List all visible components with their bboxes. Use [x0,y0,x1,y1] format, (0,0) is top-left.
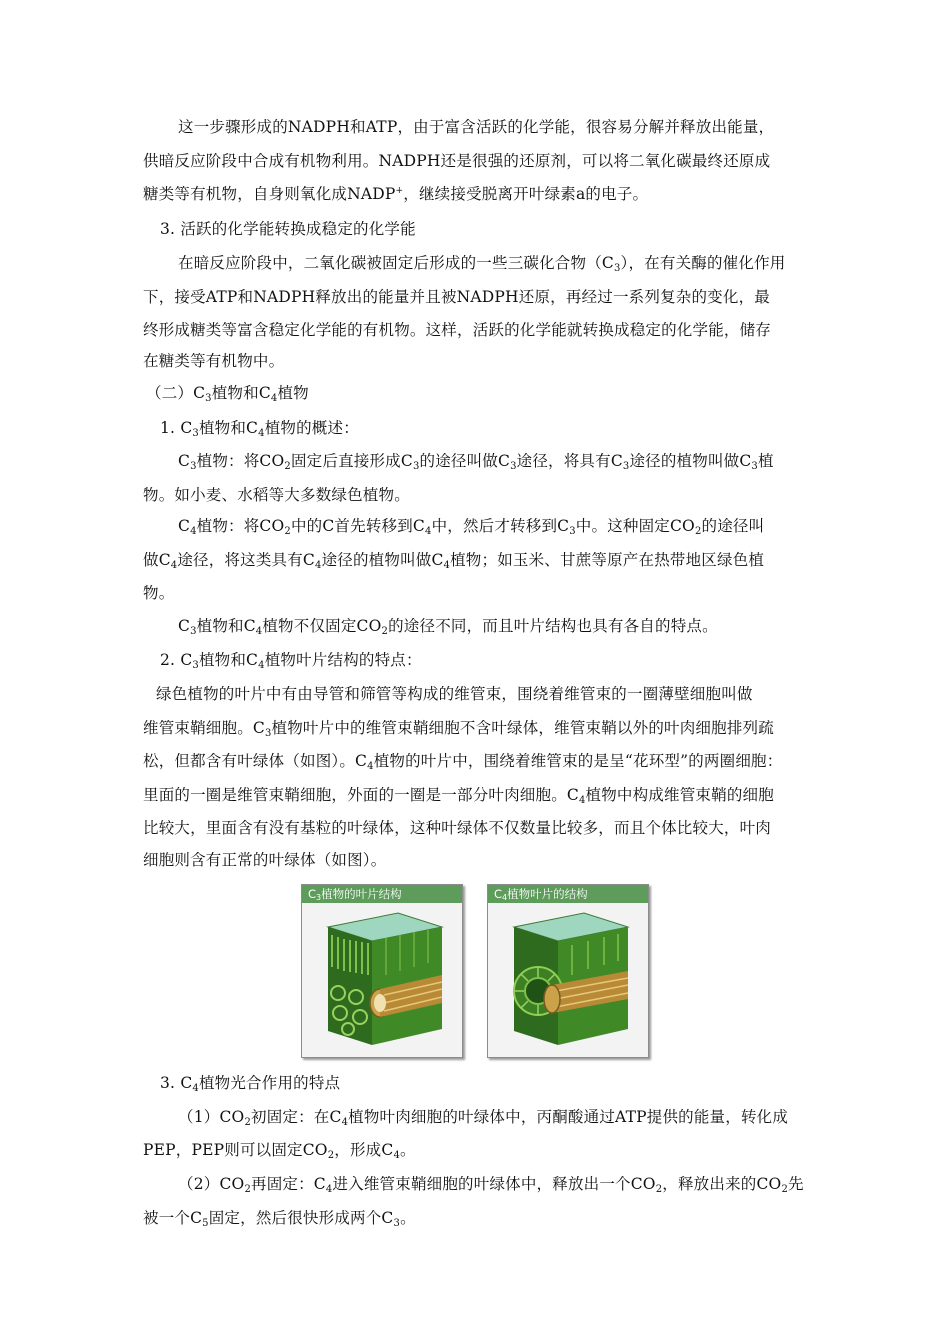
subscript: 3 [192,660,199,671]
subscript: 2 [781,1184,789,1195]
subscript: 4 [192,1083,199,1094]
figure-caption [302,885,462,903]
text: 植物光合作用的特点 [198,1074,341,1092]
paragraph-line [143,718,774,738]
subscript: 2 [284,526,291,537]
paragraph-line [143,151,770,171]
c3-leaf-illustration [306,905,458,1053]
text: 植物的叶片结构 [321,887,402,901]
text: 再固定：C [251,1175,326,1193]
subsection-heading [160,1073,340,1093]
section-heading [160,219,416,239]
text: 植物；如玉米、甘蔗等原产在热带地区绿色植 [450,551,765,569]
text: （二）C [146,384,206,402]
paragraph-line [143,818,771,838]
subscript: 4 [341,1117,349,1128]
text: 3. C [160,1074,193,1092]
subscript: 3 [264,728,272,739]
text: 初固定：在C [251,1108,342,1126]
text: 在糖类等有机物中。 [143,352,285,370]
paragraph-line [178,451,774,471]
subscript: 3 [205,393,212,404]
text: （2）CO [178,1175,245,1193]
text: 终形成糖类等富含稳定化学能的有机物。这样，活跃的化学能就转换成稳定的化学能，储存 [143,321,772,339]
text: 途径，将具有C [516,452,623,470]
text: 植物和C [198,651,259,669]
text: 。 [400,1209,416,1227]
text: PEP，PEP则可以固定CO [143,1141,328,1159]
paragraph-line [143,751,782,771]
text: （1）CO [178,1108,245,1126]
subsection-heading [160,650,422,670]
text: 植物：将CO [196,517,285,535]
subscript: 3 [510,461,517,472]
subscript: 5 [202,1218,209,1229]
figure-c3-leaf [301,884,463,1058]
paragraph-line [143,351,284,371]
subscript: 3 [190,461,197,472]
subscript: 2 [381,626,389,637]
c4-leaf-illustration [492,905,644,1053]
text: 途径，将这类具有C [177,551,315,569]
text: 中。这种固定CO [575,517,695,535]
subscript: 3 [622,461,630,472]
subscript: 3 [316,893,322,902]
subscript: 4 [255,626,263,637]
subsection-heading [160,418,359,438]
text: 植物和C [196,617,256,635]
text: 的途径叫 [701,517,765,535]
subscript: 4 [367,761,374,772]
text: ，继续接受脱离开叶绿素a的电子。 [403,185,649,203]
text: C [178,617,191,635]
subscript: 4 [258,660,265,671]
paragraph-line [143,850,386,870]
text: 下，接受ATP和NADPH释放出的能量并且被NADPH还原，再经过一系列复杂的变化，最 [143,288,770,306]
text: 比较大，里面含有没有基粒的叶绿体，这种叶绿体不仅数量比较多，而且个体比较大，叶肉 [143,819,772,837]
text: 做C [143,551,171,569]
paragraph-line [143,550,764,570]
text: 供暗反应阶段中合成有机物利用。NADPH还是很强的还原剂，可以将二氧化碳最终还原成 [143,152,771,170]
subscript: 2 [244,1184,251,1195]
text: 先 [788,1175,804,1193]
text: 植物 [277,384,309,402]
figure-caption [488,885,648,903]
subscript: 2 [327,1150,335,1161]
paragraph-line [143,184,648,204]
text: 松，但都含有叶绿体（如图）。C [143,752,368,770]
text: 。 [400,1141,416,1159]
subscript: 3 [412,461,420,472]
text: 植物叶片的结构 [507,887,588,901]
subscript: 4 [502,893,508,902]
text: 固定，然后很快形成两个C [208,1209,394,1227]
text: 固定后直接形成C [290,452,413,470]
text: 被一个C [143,1209,203,1227]
paragraph-line [143,485,410,505]
text: 糖类等有机物，自身则氧化成NADP [143,185,396,203]
paragraph-line [143,1140,416,1160]
paragraph-line [178,516,764,536]
text: 植物叶肉细胞的叶绿体中，丙酮酸通过ATP提供的能量，转化成 [348,1108,789,1126]
heading-text: 3. 活跃的化学能转换成稳定的化学能 [160,220,416,238]
subscript: 4 [270,393,278,404]
text: ，形成C [334,1141,394,1159]
text: 物。 [143,584,175,602]
text: 植物叶片结构的特点： [264,651,422,669]
section-heading [146,383,309,403]
subscript: 3 [393,1218,401,1229]
text: 植物中构成维管束鞘的细胞 [585,786,774,804]
paragraph-line [143,287,770,307]
text: 植物和C [198,419,259,437]
subscript: 4 [425,526,432,537]
text: 的途径叫做C [419,452,511,470]
paragraph-line [178,117,774,137]
text: C [308,887,317,901]
subscript: 3 [569,526,576,537]
text: 物。如小麦、水稻等大多数绿色植物。 [143,486,410,504]
paragraph-line [178,616,718,636]
text: 途径的植物叫做C [629,452,752,470]
subscript: 4 [578,795,586,806]
text: 进入维管束鞘细胞的叶绿体中，释放出一个CO [332,1175,656,1193]
text: 植物的叶片中，围绕着维管束的是呈“花环型”的两圈细胞： [373,752,783,770]
subscript: 4 [190,526,197,537]
paragraph-line [143,785,774,805]
text: 途径的植物叫做C [321,551,444,569]
subscript: 4 [315,560,322,571]
subscript: 4 [393,1150,401,1161]
text: 中，然后才转移到C [431,517,570,535]
text: 植物叶片中的维管束鞘细胞不含叶绿体，维管束鞘以外的叶肉细胞排列疏 [271,719,774,737]
paragraph-line [143,320,771,340]
subscript: 2 [284,461,291,472]
subscript: 3 [751,461,758,472]
paragraph-line [178,1107,788,1127]
text: ，释放出来的CO [662,1175,782,1193]
paragraph-line [143,1208,416,1228]
paragraph-line [143,583,174,603]
subscript: 3 [192,428,199,439]
text: 在暗反应阶段中，二氧化碳被固定后形成的一些三碳化合物（C [178,254,614,272]
paragraph-line [156,684,753,704]
text: 植物的概述： [264,419,359,437]
text: 2. C [160,651,193,669]
superscript: + [395,186,404,196]
text: 维管束鞘细胞。C [143,719,265,737]
text: 1. C [160,419,193,437]
text: 植 [757,452,774,470]
text: ），在有关酶的催化作用 [620,254,786,272]
subscript: 4 [443,560,451,571]
figure-c4-leaf [487,884,649,1058]
subscript: 4 [325,1184,333,1195]
text: 绿色植物的叶片中有由导管和筛管等构成的维管束，围绕着维管束的一圈薄壁细胞叫做 [156,685,753,703]
subscript: 4 [170,560,178,571]
subscript: 2 [694,526,702,537]
text: C [178,517,191,535]
text: 中的C首先转移到C [290,517,425,535]
text: 细胞则含有正常的叶绿体（如图）。 [143,851,387,869]
subscript: 2 [244,1117,251,1128]
subscript: 3 [190,626,197,637]
paragraph-line [178,1174,804,1194]
text: 这一步骤形成的NADPH和ATP，由于富含活跃的化学能，很容易分解并释放出能量， [178,118,775,136]
subscript: 2 [655,1184,663,1195]
text: 的途径不同，而且叶片结构也具有各自的特点。 [388,617,718,635]
subscript: 3 [613,263,621,274]
text: 植物不仅固定CO [262,617,382,635]
text: C [178,452,191,470]
text: 里面的一圈是维管束鞘细胞，外面的一圈是一部分叶肉细胞。C [143,786,579,804]
text: 植物：将CO [196,452,285,470]
paragraph-line [178,253,785,273]
subscript: 4 [258,428,265,439]
text: C [494,887,503,901]
text: 植物和C [211,384,271,402]
